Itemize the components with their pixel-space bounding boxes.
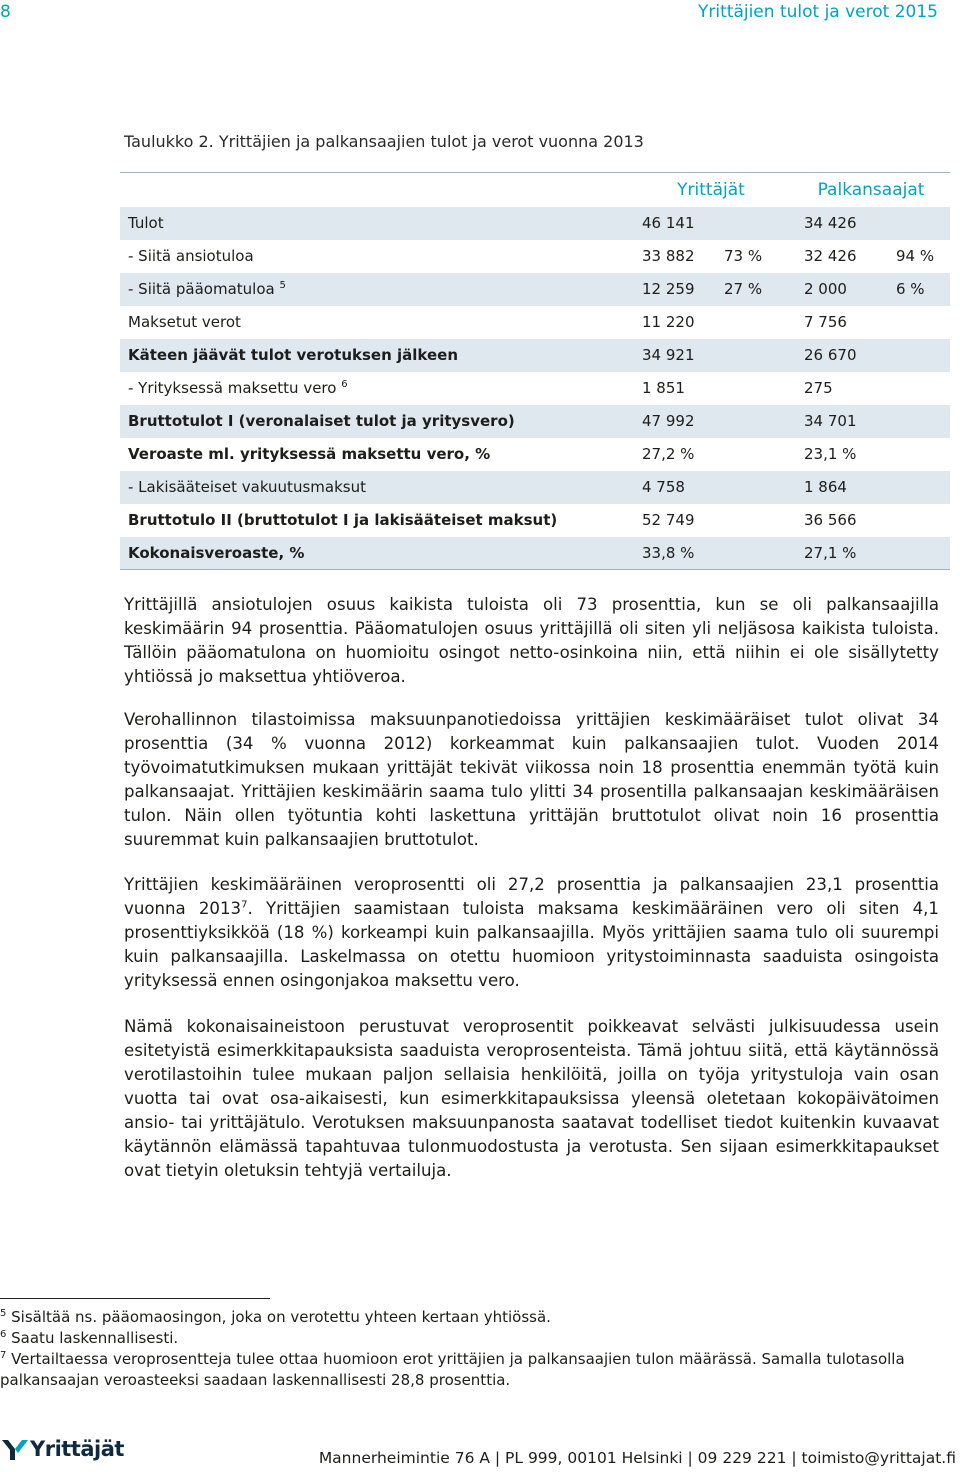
palkansaajat-value: 275 [804,379,833,397]
table-header-yrittajat: Yrittäjät [677,179,745,200]
footnote-7 [0,1349,945,1391]
table-row [120,207,950,240]
yrittajat-share [712,339,792,372]
yrittajat-share [712,405,792,438]
palkansaajat-value: 7 756 [804,313,847,331]
paragraph-3-part-a: Yrittäjien keskimääräinen veroprosentti oli 27,2 prosenttia ja palkansaajien 23,1 prosenttia vuonna 2013 [124,875,939,918]
palkansaajat-value: 26 670 [804,346,857,364]
row-label [120,207,630,240]
row-label [120,372,630,405]
row-label-text: Maksetut verot [128,313,241,331]
row-label-text: Kokonaisveroaste, % [128,543,305,562]
yrittajat-value: 12 259 [642,280,695,298]
row-label-text: Bruttotulo II (bruttotulot I ja lakisääteiset maksut) [128,511,558,529]
yrittajat-share [712,207,792,240]
footnote-text: Sisältää ns. pääomaosingon, joka on verotettu yhteen kertaan yhtiössä. [11,1308,551,1326]
palkansaajat-value: 36 566 [804,511,857,529]
row-label [120,537,630,570]
footnote-number: 7 [0,1350,7,1361]
palkansaajat-share [884,471,950,504]
footnote-number: 5 [0,1308,7,1319]
table-caption: Taulukko 2. Yrittäjien ja palkansaajien tulot ja verot vuonna 2013 [124,132,644,151]
palkansaajat-value: 23,1 % [804,445,857,463]
paragraph-3-part-b: . Yrittäjien saamistaan tuloista maksama keskimääräinen vero oli siten 4,1 prosenttiyksikköä (18 %) korkeampi kuin palkansaajilla. Myös yrittäjien saama tulo oli suurempi kuin palkansaajilla. Laskelmassa on otettu huomioon yritystoiminnasta saaduista osingoista yrityksessä ennen osingonjakoa maksettu vero. [124,899,939,990]
row-label [120,273,630,306]
paragraph-4: Nämä kokonaisaineistoon perustuvat veroprosentit poikkeavat selvästi julkisuudessa usein esitetyistä esimerkkitapauksista saaduista veroprosenteista. Tämä johtuu siitä, että käytännössä verotilastoihin tulee mukaan paljon sellaisia henkilöitä, joilla on työja yritystuloja vain osan vuotta tai ovat osa-aikaisesti, kun esimerkkitapauksissa yleensä oletetaan kokopäivätoimen ansio- tai yrittäjätulo. Verotuksen maksuunpanosta saatavat todelliset tiedot kuitenkin kuvaavat käytännön elämässä tapahtuvaa tulonmuodostusta ja verotusta. Sen sijaan esimerkkitapaukset ovat tietyin oletuksin tehtyjä vertailuja. [124,1017,939,1180]
table-row [120,504,950,537]
palkansaajat-value: 34 701 [804,412,857,430]
page-number: 8 [0,2,11,22]
yrittajat-value: 33 882 [642,247,695,265]
row-label-text: Bruttotulot I (veronalaiset tulot ja yritysvero) [128,412,515,430]
row-label-text: Tulot [128,214,164,232]
row-label-text: - Lakisääteiset vakuutusmaksut [128,478,366,496]
paragraph-1: Yrittäjillä ansiotulojen osuus kaikista tuloista oli 73 prosenttia, kun se oli palkansaajilla keskimäärin 94 prosenttia. Pääomatulojen osuus yrittäjillä oli siten yli neljäsosa kaikista tuloista. Tällöin pääomatulona on huomioitu osingot netto-osinkoina niin, että niihin ei ole sisällytetty yhtiössä jo maksettua yhtiöveroa. [124,595,939,686]
palkansaajat-share [884,372,950,405]
table-row [120,240,950,273]
row-label [120,438,630,471]
footnote-text: Saatu laskennallisesti. [11,1329,179,1347]
yrittajat-share [712,471,792,504]
yrittajat-value: 4 758 [642,478,685,496]
yrittajat-value: 34 921 [642,346,695,364]
footnote-6 [0,1328,945,1349]
palkansaajat-share [884,306,950,339]
footnote-5 [0,1307,945,1328]
palkansaajat-share [884,537,950,570]
yrittajat-share [712,537,792,570]
yrittajat-value: 47 992 [642,412,695,430]
yrittajat-value: 52 749 [642,511,695,529]
logo-text: Yrittäjät [30,1437,124,1461]
palkansaajat-share [884,438,950,471]
footnote-ref[interactable]: 6 [341,379,348,390]
income-tax-table [120,172,950,570]
footnote-ref-7[interactable]: 7 [241,899,248,911]
row-label [120,471,630,504]
row-label-text: - Siitä pääomatuloa [128,280,275,298]
footnote-number: 6 [0,1329,7,1340]
yrittajat-share [712,438,792,471]
paragraph-3 [124,873,939,993]
table-row [120,306,950,339]
row-label [120,504,630,537]
yrittajat-logo [2,1436,124,1462]
table-row [120,537,950,570]
paragraph-2: Verohallinnon tilastoimissa maksuunpanotiedoissa yrittäjien keskimääräiset tulot olivat 34 prosenttia (34 % vuonna 2012) korkeammat kuin palkansaajien tulot. Vuoden 2014 työvoimatutkimuksen mukaan yrittäjät tekivät viikossa noin 18 prosenttia enemmän työtä kuin palkansaajat. Yrittäjien keskimäärin saama tulo ylitti 34 prosentilla palkansaajan keskimääräisen tulon. Näin ollen työtuntia kohti laskettuna yrittäjän bruttotulot olivat noin 16 prosenttia suuremmat kuin palkansaajien bruttotulot. [124,710,939,849]
row-label-text: Käteen jäävät tulot verotuksen jälkeen [128,346,459,364]
row-label-text: - Yrityksessä maksettu vero [128,379,337,397]
palkansaajat-share [884,504,950,537]
yrittajat-value: 1 851 [642,379,685,397]
palkansaajat-value: 1 864 [804,478,847,496]
palkansaajat-share [884,405,950,438]
footnote-text: Vertailtaessa veroprosentteja tulee ottaa huomioon erot yrittäjien ja palkansaajien tulon määrässä. Samalla tulotasolla palkansaajan veroasteeksi saadaan laskennallisesti 28,8 prosenttia. [0,1350,905,1389]
yrittajat-share [712,372,792,405]
header-title: Yrittäjien tulot ja verot 2015 [698,2,938,22]
row-label [120,240,630,273]
yrittajat-value: 46 141 [642,214,695,232]
yrittajat-share [712,504,792,537]
yrittajat-share [712,306,792,339]
palkansaajat-value: 34 426 [804,214,857,232]
row-label [120,306,630,339]
row-label-text: - Siitä ansiotuloa [128,247,254,265]
yrittajat-value: 11 220 [642,313,695,331]
yrittajat-value: 33,8 % [642,543,695,562]
table-row [120,339,950,372]
palkansaajat-value: 27,1 % [804,543,857,562]
yrittajat-share: 27 % [724,280,763,298]
palkansaajat-share: 6 % [896,280,925,298]
table-header-palkansaajat: Palkansaajat [817,179,925,200]
palkansaajat-value: 32 426 [804,247,857,265]
yrittajat-value: 27,2 % [642,445,695,463]
row-label [120,339,630,372]
table-header-row [120,173,950,207]
footnote-ref[interactable]: 5 [279,280,286,291]
palkansaajat-share: 94 % [896,247,935,265]
logo-mark-icon [2,1436,28,1462]
table-header-label [120,173,630,207]
palkansaajat-share [884,207,950,240]
table-row [120,438,950,471]
footer-contact: Mannerheimintie 76 A | PL 999, 00101 Helsinki | 09 229 221 | toimisto@yrittajat.fi [318,1449,956,1467]
palkansaajat-value: 2 000 [804,280,847,298]
table-row [120,471,950,504]
footnote-divider [0,1298,270,1299]
row-label [120,405,630,438]
table-row [120,372,950,405]
row-label-text: Veroaste ml. yrityksessä maksettu vero, % [128,445,491,463]
yrittajat-share: 73 % [724,247,763,265]
table-row [120,273,950,306]
table-row [120,405,950,438]
palkansaajat-share [884,339,950,372]
